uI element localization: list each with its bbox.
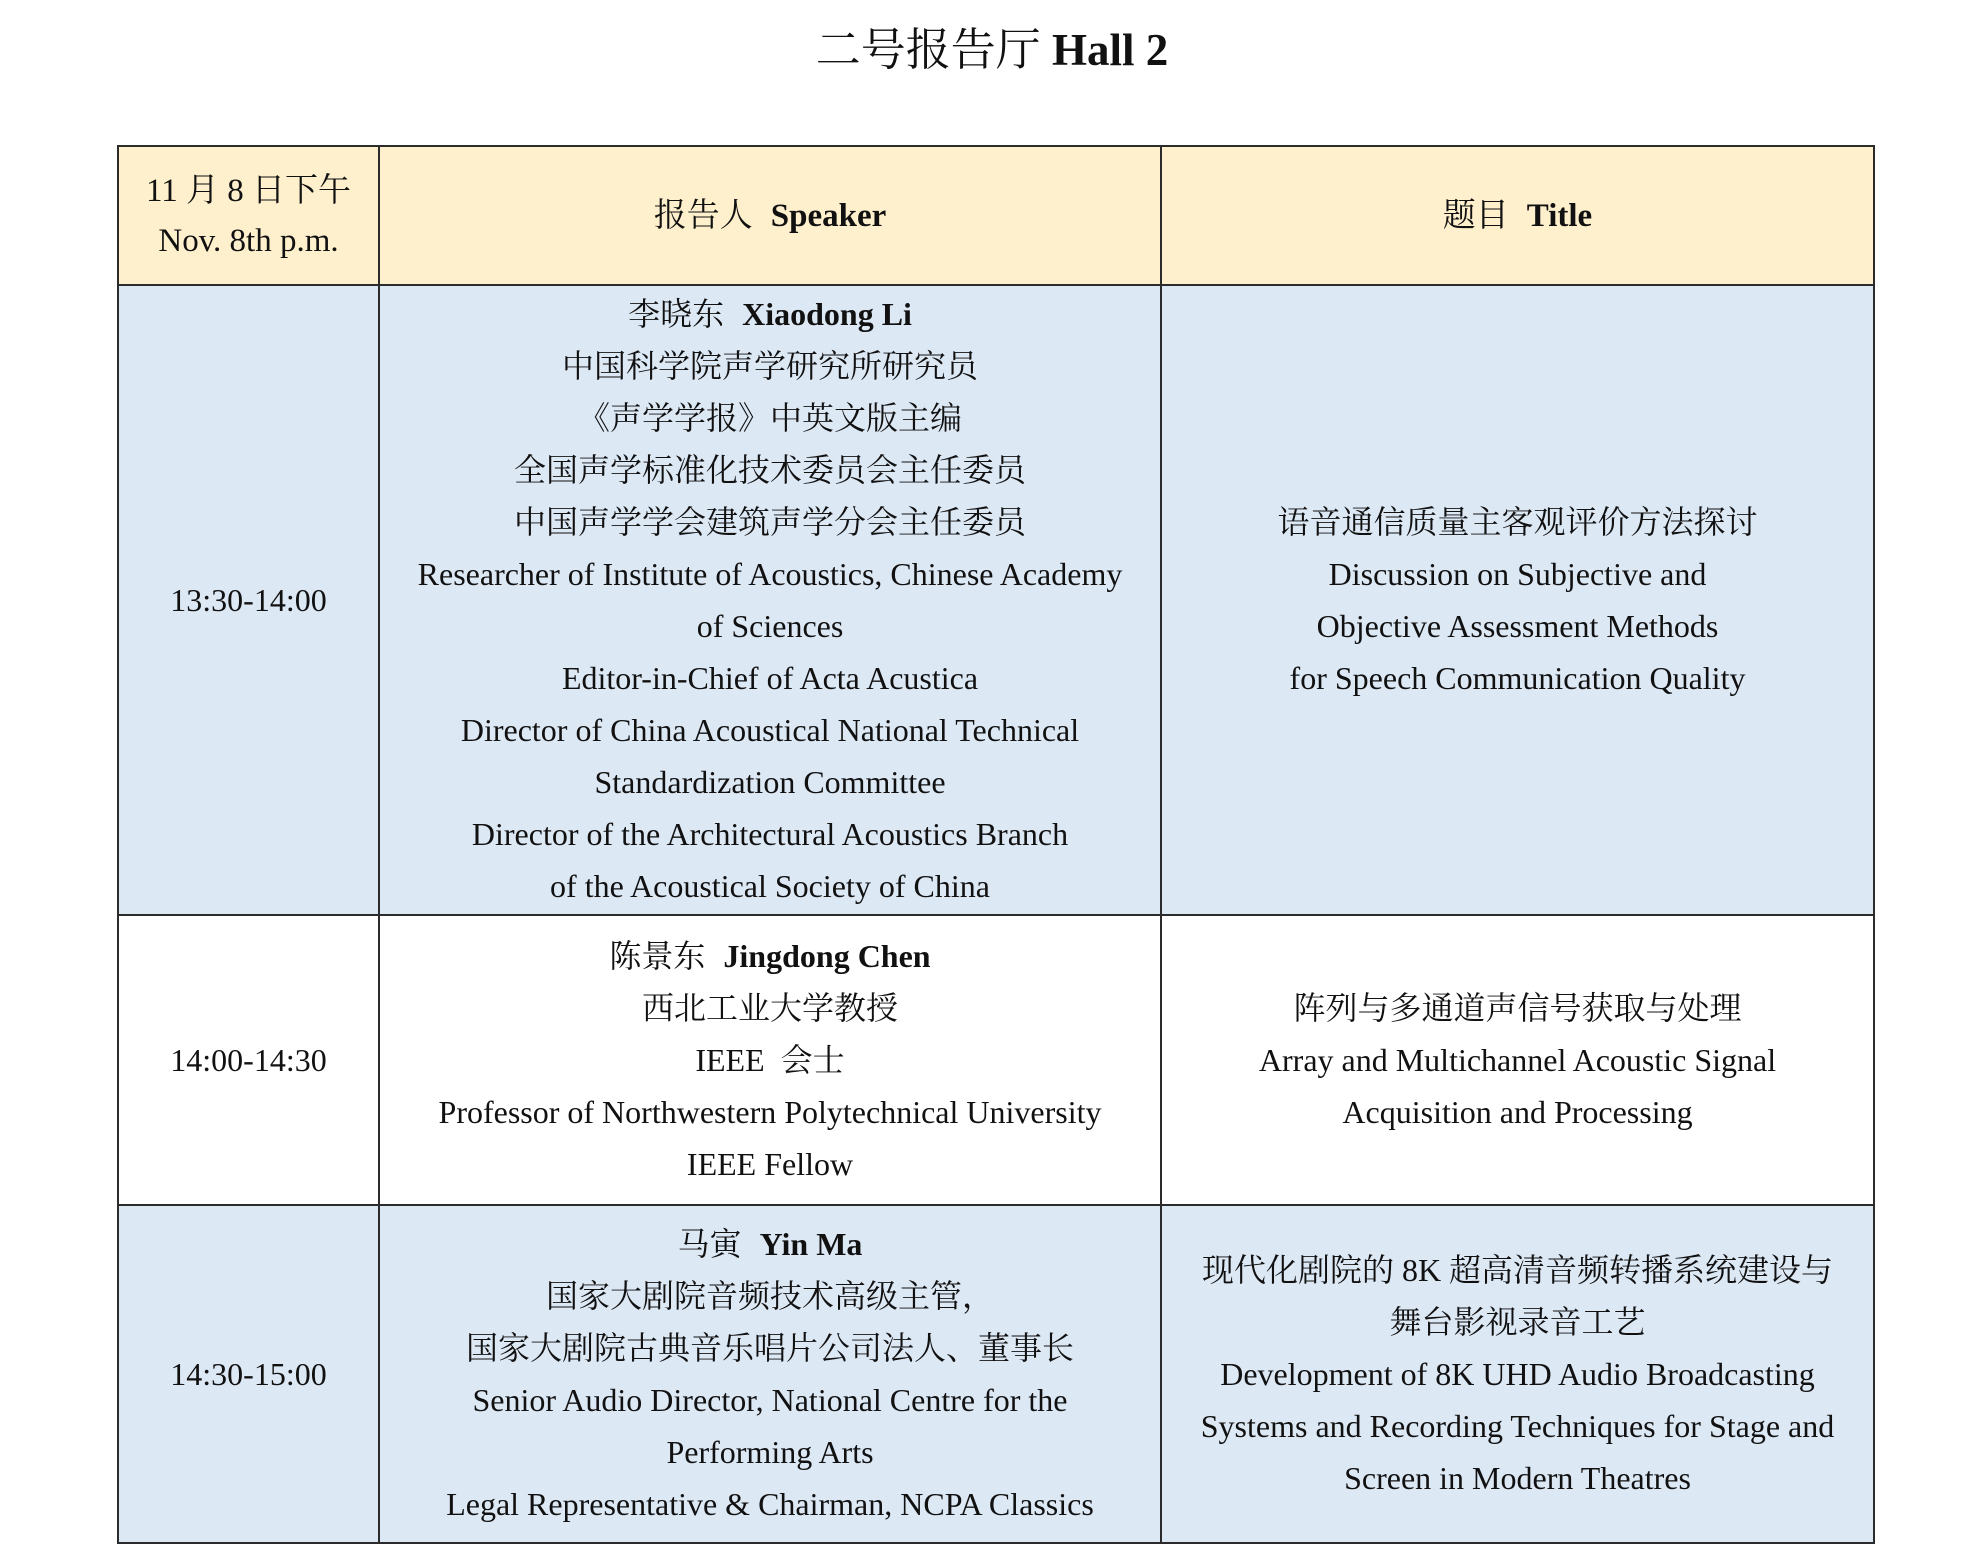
speaker-affiliation: 全国声学标准化技术委员会主任委员 — [513, 452, 1026, 488]
header-speaker-cell — [379, 146, 1161, 285]
table-row — [118, 285, 1874, 915]
page-title-en: Hall 2 — [1052, 25, 1169, 75]
speaker-affiliation: Legal Representative & Chairman, NCPA Classics — [446, 1486, 1094, 1522]
header-date-en: Nov. 8th p.m. — [158, 222, 339, 259]
speaker-affiliation: IEEE 会士 — [695, 1042, 845, 1078]
header-title-cell — [1161, 146, 1874, 285]
speaker-affiliation: Standardization Committee — [594, 764, 946, 800]
talk-title-line: 现代化剧院的 8K 超高清音频转播系统建设与 — [1201, 1252, 1834, 1288]
speaker-affiliation: IEEE Fellow — [686, 1146, 854, 1182]
time-cell: 14:30-15:00 — [118, 1205, 379, 1543]
speaker-affiliation: of Sciences — [696, 608, 844, 644]
speaker-affiliation: Professor of Northwestern Polytechnical University — [438, 1094, 1102, 1130]
table-header-row — [118, 146, 1874, 285]
speaker-cell — [379, 285, 1161, 915]
speaker-name: 陈景东 Jingdong Chen — [609, 938, 931, 974]
speaker-affiliation: Director of the Architectural Acoustics Branch — [471, 816, 1069, 852]
header-title-cn: 题目 — [1442, 197, 1509, 234]
talk-title-line: Discussion on Subjective and — [1328, 556, 1707, 592]
schedule-table — [117, 145, 1875, 1544]
header-speaker-cn: 报告人 — [653, 197, 753, 234]
speaker-affiliation: 中国声学学会建筑声学分会主任委员 — [513, 504, 1026, 540]
page-title-cn: 二号报告厅 — [815, 25, 1041, 75]
header-date-cell — [118, 146, 379, 285]
talk-title-line: Objective Assessment Methods — [1316, 608, 1719, 644]
page-title — [0, 22, 1984, 78]
speaker-affiliation: Performing Arts — [666, 1434, 874, 1470]
speaker-affiliation: 《声学学报》中英文版主编 — [577, 400, 962, 436]
talk-title-line: 舞台影视录音工艺 — [1389, 1304, 1646, 1340]
table-row — [118, 1205, 1874, 1543]
speaker-affiliation: Director of China Acoustical National Technical — [460, 712, 1080, 748]
speaker-affiliation: Editor-in-Chief of Acta Acustica — [561, 660, 979, 696]
speaker-affiliation: Researcher of Institute of Acoustics, Chinese Academy — [417, 556, 1123, 592]
talk-title-cell — [1161, 1205, 1874, 1543]
talk-title-line: Acquisition and Processing — [1342, 1094, 1693, 1130]
header-date-cn: 11 月 8 日下午 — [145, 172, 352, 209]
table-row — [118, 915, 1874, 1205]
talk-title-cell — [1161, 285, 1874, 915]
talk-title-line: Array and Multichannel Acoustic Signal — [1258, 1042, 1777, 1078]
speaker-name: 马寅 Yin Ma — [677, 1226, 863, 1262]
speaker-cell — [379, 915, 1161, 1205]
speaker-affiliation: of the Acoustical Society of China — [550, 868, 990, 904]
talk-title-line: Systems and Recording Techniques for Stage and — [1200, 1408, 1835, 1444]
speaker-affiliation: 国家大剧院古典音乐唱片公司法人、董事长 — [465, 1330, 1074, 1366]
speaker-affiliation: 中国科学院声学研究所研究员 — [561, 348, 978, 384]
speaker-cell — [379, 1205, 1161, 1543]
speaker-affiliation: Senior Audio Director, National Centre for the — [472, 1382, 1068, 1418]
talk-title-line: Development of 8K UHD Audio Broadcasting — [1220, 1356, 1815, 1392]
speaker-affiliation: 西北工业大学教授 — [641, 990, 898, 1026]
time-cell: 13:30-14:00 — [118, 285, 379, 915]
speaker-affiliation: 国家大剧院音频技术高级主管， — [545, 1278, 994, 1314]
time-cell: 14:00-14:30 — [118, 915, 379, 1205]
header-speaker-en: Speaker — [770, 197, 887, 234]
talk-title-cell — [1161, 915, 1874, 1205]
talk-title-line: 语音通信质量主客观评价方法探讨 — [1277, 504, 1758, 540]
speaker-name: 李晓东 Xiaodong Li — [628, 296, 912, 332]
talk-title-line: 阵列与多通道声信号获取与处理 — [1293, 990, 1742, 1026]
talk-title-line: for Speech Communication Quality — [1289, 660, 1746, 696]
header-title-en: Title — [1526, 197, 1593, 234]
talk-title-line: Screen in Modern Theatres — [1344, 1460, 1691, 1496]
